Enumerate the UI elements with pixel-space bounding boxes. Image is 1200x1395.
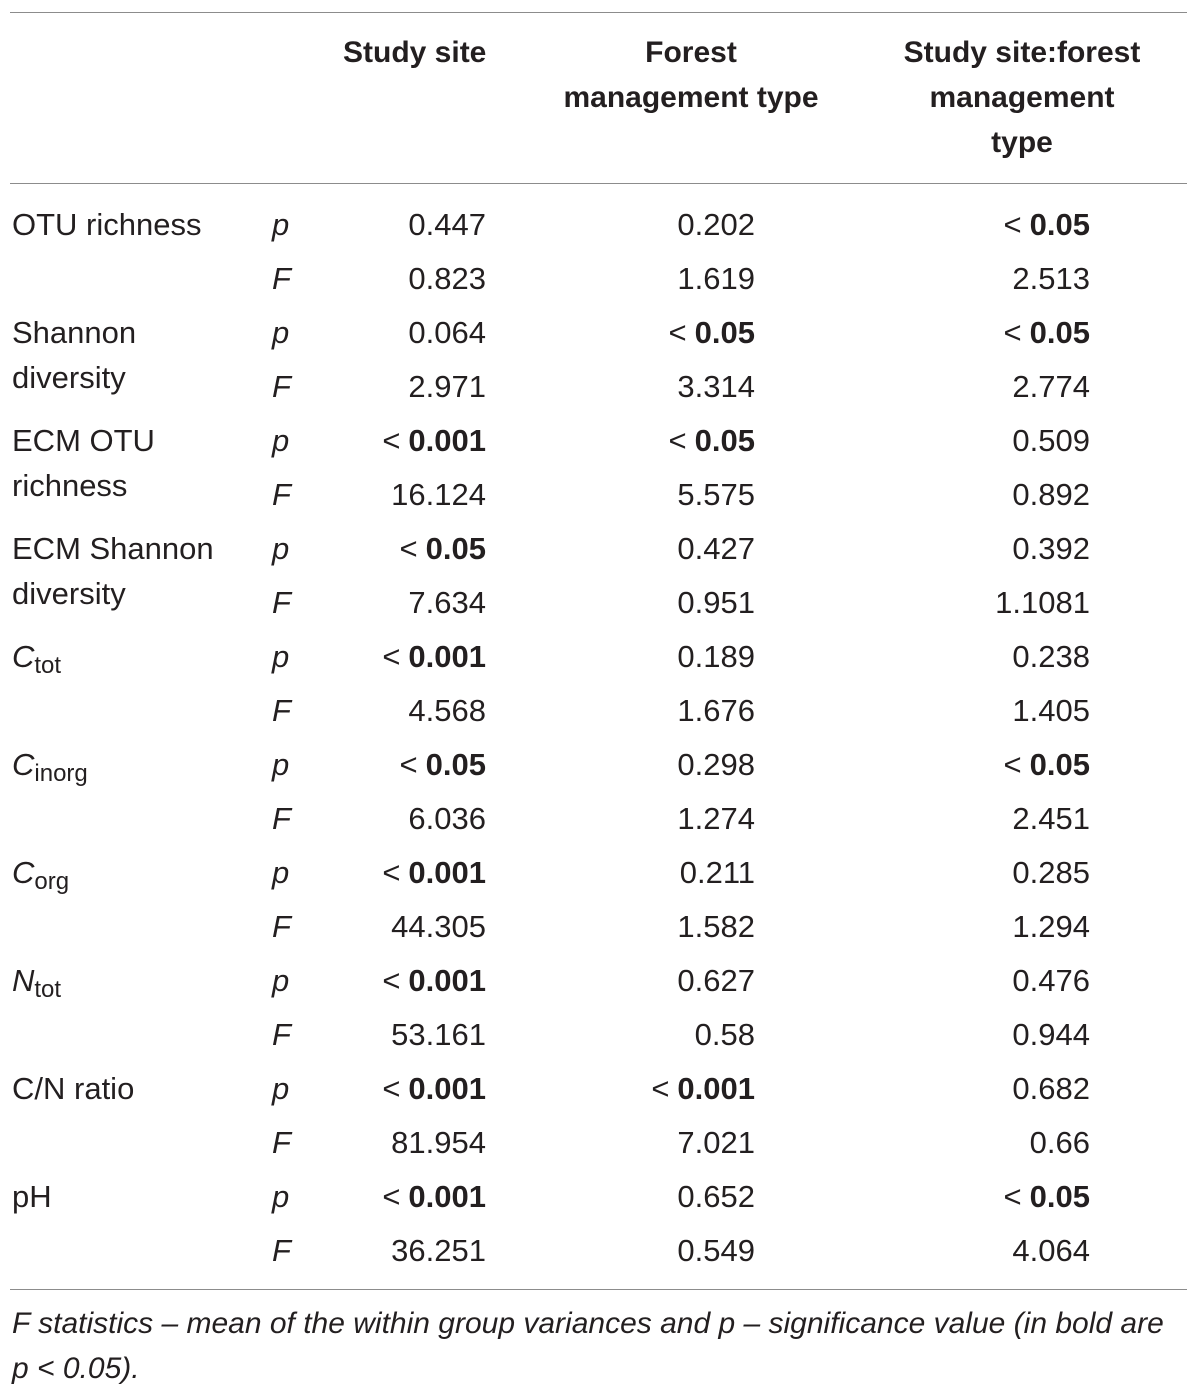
value-text: 2.774 xyxy=(1012,369,1090,404)
value-cell xyxy=(560,529,755,569)
statistic-symbol: F xyxy=(272,477,291,512)
value-cell xyxy=(560,1069,755,1109)
value-text: 1.582 xyxy=(677,909,755,944)
less-than-sign: < xyxy=(1003,207,1022,242)
row-label-line2: diversity xyxy=(12,576,126,611)
value-text: 81.954 xyxy=(391,1125,486,1160)
value-text: 0.509 xyxy=(1012,423,1090,458)
value-text: 2.451 xyxy=(1012,801,1090,836)
value-cell xyxy=(560,583,755,623)
value-text: 1.294 xyxy=(1012,909,1090,944)
value-cell xyxy=(300,205,486,245)
value-cell xyxy=(900,637,1090,677)
significant-value: 0.05 xyxy=(1029,747,1090,782)
row-label: Shannon xyxy=(12,315,137,350)
significant-value: 0.001 xyxy=(408,1179,486,1214)
statistic-symbol: F xyxy=(272,1233,291,1268)
value-cell xyxy=(300,1177,486,1217)
column-header-interaction-line2: management xyxy=(929,81,1115,114)
value-text: 4.064 xyxy=(1012,1233,1090,1268)
significant-value: 0.05 xyxy=(425,531,486,566)
row-label-symbol: C xyxy=(12,855,35,890)
value-cell xyxy=(900,583,1090,623)
row-label: ECM OTU xyxy=(12,423,155,458)
value-text: 0.064 xyxy=(408,315,486,350)
statistic-symbol: p xyxy=(272,423,290,458)
value-text: 0.652 xyxy=(677,1179,755,1214)
column-header-study-site xyxy=(300,30,545,75)
value-text: 0.211 xyxy=(679,855,755,890)
statistic-symbol: F xyxy=(272,1017,291,1052)
value-text: 7.634 xyxy=(408,585,486,620)
value-text: 0.892 xyxy=(1012,477,1090,512)
value-cell xyxy=(300,1123,486,1163)
value-cell xyxy=(900,799,1090,839)
column-header-forest-line2: management type xyxy=(563,81,819,114)
value-cell xyxy=(560,799,755,839)
value-text: 1.1081 xyxy=(995,585,1090,620)
row-label: pH xyxy=(12,1179,52,1214)
value-cell xyxy=(900,1231,1090,1271)
less-than-sign: < xyxy=(1003,315,1022,350)
value-cell xyxy=(300,475,486,515)
less-than-sign: < xyxy=(382,963,401,998)
value-cell xyxy=(300,1231,486,1271)
row-label xyxy=(12,637,61,686)
value-cell xyxy=(300,367,486,407)
table-bottom-rule xyxy=(10,1289,1187,1290)
significant-value: 0.05 xyxy=(425,747,486,782)
value-cell xyxy=(300,691,486,731)
value-cell xyxy=(900,421,1090,461)
row-label-subscript: inorg xyxy=(34,760,88,787)
row-label-symbol: N xyxy=(12,963,35,998)
value-text: 44.305 xyxy=(391,909,486,944)
less-than-sign: < xyxy=(382,423,401,458)
row-label: C/N ratio xyxy=(12,1071,135,1106)
significant-value: 0.05 xyxy=(1029,207,1090,242)
statistic-symbol: p xyxy=(272,1071,290,1106)
value-cell xyxy=(300,313,486,353)
statistic-symbol: F xyxy=(272,585,291,620)
value-text: 1.676 xyxy=(677,693,755,728)
less-than-sign: < xyxy=(382,639,401,674)
row-label xyxy=(12,745,88,794)
row-label-line2: diversity xyxy=(12,360,126,395)
value-text: 0.549 xyxy=(677,1233,755,1268)
value-cell xyxy=(560,1123,755,1163)
value-cell xyxy=(300,259,486,299)
statistic-symbol: F xyxy=(272,909,291,944)
header-bottom-rule xyxy=(10,183,1187,184)
value-cell xyxy=(560,907,755,947)
value-text: 6.036 xyxy=(408,801,486,836)
value-text: 0.392 xyxy=(1012,531,1090,566)
less-than-sign: < xyxy=(1003,747,1022,782)
less-than-sign: < xyxy=(399,531,418,566)
statistic-symbol: p xyxy=(272,963,290,998)
value-text: 0.285 xyxy=(1012,855,1090,890)
row-label-symbol: C xyxy=(12,747,35,782)
value-text: 1.619 xyxy=(677,261,755,296)
table-footnote: F statistics – mean of the within group variances and p – significance value (in bold are p < 0.05). xyxy=(12,1307,1164,1385)
value-text: 2.971 xyxy=(408,369,486,404)
value-text: 4.568 xyxy=(408,693,486,728)
value-cell xyxy=(900,907,1090,947)
value-text: 0.427 xyxy=(677,531,755,566)
value-cell xyxy=(560,1231,755,1271)
row-label-subscript: tot xyxy=(34,652,62,679)
value-text: 0.202 xyxy=(677,207,755,242)
value-cell xyxy=(900,853,1090,893)
significant-value: 0.05 xyxy=(1029,315,1090,350)
column-header-interaction-line1: Study site:forest xyxy=(903,36,1141,69)
less-than-sign: < xyxy=(668,315,687,350)
value-cell xyxy=(560,421,755,461)
significant-value: 0.05 xyxy=(1029,1179,1090,1214)
value-text: 0.189 xyxy=(677,639,755,674)
value-cell xyxy=(300,421,486,461)
value-cell xyxy=(300,745,486,785)
value-cell xyxy=(300,583,486,623)
column-header-forest-line1: Forest xyxy=(645,36,737,69)
row-label-symbol: C xyxy=(12,639,35,674)
value-cell xyxy=(300,799,486,839)
value-text: 0.951 xyxy=(677,585,755,620)
value-cell xyxy=(300,529,486,569)
table-top-rule xyxy=(10,12,1187,13)
value-text: 7.021 xyxy=(677,1125,755,1160)
value-text: 16.124 xyxy=(391,477,486,512)
significant-value: 0.05 xyxy=(694,315,755,350)
value-text: 1.405 xyxy=(1012,693,1090,728)
value-cell xyxy=(900,961,1090,1001)
value-cell xyxy=(560,313,755,353)
significant-value: 0.001 xyxy=(408,423,486,458)
value-cell xyxy=(300,907,486,947)
value-text: 0.298 xyxy=(677,747,755,782)
significant-value: 0.001 xyxy=(408,639,486,674)
statistic-symbol: p xyxy=(272,1179,290,1214)
value-cell xyxy=(300,961,486,1001)
value-cell xyxy=(900,367,1090,407)
statistic-symbol: p xyxy=(272,207,290,242)
value-cell xyxy=(900,529,1090,569)
value-text: 0.58 xyxy=(694,1017,755,1052)
value-cell xyxy=(560,1177,755,1217)
value-cell xyxy=(900,1069,1090,1109)
row-label-subscript: org xyxy=(34,868,70,895)
value-text: 3.314 xyxy=(677,369,755,404)
less-than-sign: < xyxy=(382,1071,401,1106)
column-header-forest-management-type xyxy=(540,30,842,120)
less-than-sign: < xyxy=(382,855,401,890)
value-cell xyxy=(300,1069,486,1109)
value-text: 0.238 xyxy=(1012,639,1090,674)
value-text: 0.823 xyxy=(408,261,486,296)
significant-value: 0.05 xyxy=(694,423,755,458)
less-than-sign: < xyxy=(651,1071,670,1106)
statistic-symbol: p xyxy=(272,747,290,782)
less-than-sign: < xyxy=(382,1179,401,1214)
less-than-sign: < xyxy=(668,423,687,458)
row-label-subscript: tot xyxy=(34,976,62,1003)
value-cell xyxy=(560,637,755,677)
significant-value: 0.001 xyxy=(408,855,486,890)
value-text: 0.476 xyxy=(1012,963,1090,998)
value-cell xyxy=(560,475,755,515)
significant-value: 0.001 xyxy=(677,1071,755,1106)
value-cell xyxy=(300,853,486,893)
value-cell xyxy=(560,853,755,893)
value-text: 2.513 xyxy=(1012,261,1090,296)
value-text: 0.944 xyxy=(1012,1017,1090,1052)
value-cell xyxy=(900,205,1090,245)
value-text: 0.66 xyxy=(1029,1125,1090,1160)
value-cell xyxy=(560,205,755,245)
column-header-study-site-text: Study site xyxy=(343,36,487,69)
value-text: 0.447 xyxy=(408,207,486,242)
column-header-interaction xyxy=(880,30,1164,165)
row-label-line2: richness xyxy=(12,468,128,503)
statistic-symbol: F xyxy=(272,261,291,296)
statistic-symbol: F xyxy=(272,369,291,404)
value-cell xyxy=(560,961,755,1001)
value-cell xyxy=(560,691,755,731)
statistic-symbol: F xyxy=(272,1125,291,1160)
value-cell xyxy=(900,313,1090,353)
value-text: 53.161 xyxy=(391,1017,486,1052)
row-label xyxy=(12,853,69,902)
value-cell xyxy=(900,691,1090,731)
value-cell xyxy=(900,745,1090,785)
less-than-sign: < xyxy=(1003,1179,1022,1214)
value-cell xyxy=(560,259,755,299)
statistic-symbol: p xyxy=(272,531,290,566)
value-cell xyxy=(300,1015,486,1055)
value-text: 5.575 xyxy=(677,477,755,512)
value-cell xyxy=(560,367,755,407)
statistic-symbol: F xyxy=(272,693,291,728)
row-label: OTU richness xyxy=(12,207,202,242)
value-text: 0.682 xyxy=(1012,1071,1090,1106)
value-cell xyxy=(900,475,1090,515)
value-cell xyxy=(560,745,755,785)
value-cell xyxy=(560,1015,755,1055)
significant-value: 0.001 xyxy=(408,963,486,998)
value-cell xyxy=(900,1123,1090,1163)
statistic-symbol: p xyxy=(272,639,290,674)
value-cell xyxy=(900,1015,1090,1055)
significant-value: 0.001 xyxy=(408,1071,486,1106)
less-than-sign: < xyxy=(399,747,418,782)
row-label: ECM Shannon xyxy=(12,531,214,566)
statistic-symbol: F xyxy=(272,801,291,836)
statistic-symbol: p xyxy=(272,315,290,350)
value-text: 1.274 xyxy=(677,801,755,836)
statistic-symbol: p xyxy=(272,855,290,890)
row-label xyxy=(12,961,61,1010)
value-cell xyxy=(900,259,1090,299)
value-text: 36.251 xyxy=(391,1233,486,1268)
column-header-interaction-line3: type xyxy=(991,126,1053,159)
value-cell xyxy=(900,1177,1090,1217)
value-text: 0.627 xyxy=(677,963,755,998)
value-cell xyxy=(300,637,486,677)
